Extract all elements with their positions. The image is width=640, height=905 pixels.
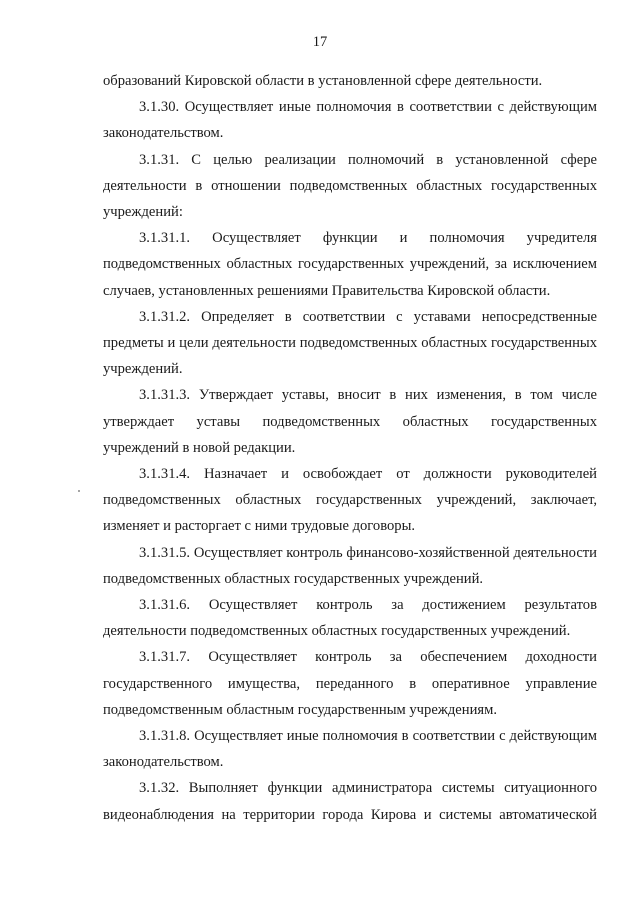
paragraph-3-1-30: 3.1.30. Осуществляет иные полномочия в соответствии с действующим законодательством.	[103, 99, 597, 142]
paragraph-continuation: образований Кировской области в установленной сфере деятельности.	[103, 73, 543, 89]
paragraph-3-1-31-3: 3.1.31.3. Утверждает уставы, вносит в них изменения, в том числе утверждает уставы подведомственных областных государственных учреждений в новой редакции.	[103, 387, 597, 456]
paragraph-3-1-31: 3.1.31. С целью реализации полномочий в установленной сфере деятельности в отношении подведомственных областных государственных учреждений:	[103, 151, 597, 221]
paragraph-3-1-31-7: 3.1.31.7. Осуществляет контроль за обеспечением доходности государственного имущества, переданного в оперативное управление подведомственным областным государственным учреждениям.	[103, 649, 597, 718]
paragraph-3-1-31-5: 3.1.31.5. Осуществляет контроль финансово-хозяйственной деятельности подведомственных областных государственных учреждений.	[103, 544, 597, 587]
paragraph-3-1-32: 3.1.32. Выполняет функции администратора системы ситуационного видеонаблюдения на территории города Кирова и системы автоматической	[103, 780, 597, 823]
paragraph-3-1-31-4: 3.1.31.4. Назначает и освобождает от должности руководителей подведомственных областных государственных учреждений, заключает, изменяет и расторгает с ними трудовые договоры.	[103, 466, 597, 535]
paragraph-3-1-31-6: 3.1.31.6. Осуществляет контроль за достижением результатов деятельности подведомственных областных государственных учреждений.	[103, 597, 597, 640]
scan-speck	[78, 490, 80, 492]
paragraph-3-1-31-1: 3.1.31.1. Осуществляет функции и полномочия учредителя подведомственных областных государственных учреждений, за исключением случаев, установленных решениями Правительства Кировской области.	[103, 230, 597, 299]
page-number: 17	[312, 34, 328, 50]
paragraph-3-1-31-2: 3.1.31.2. Определяет в соответствии с уставами непосредственные предметы и цели деятельности подведомственных областных государственных учреждений.	[103, 308, 597, 378]
paragraph-3-1-31-8: 3.1.31.8. Осуществляет иные полномочия в соответствии с действующим законодательством.	[103, 728, 597, 771]
document-body	[103, 68, 597, 828]
